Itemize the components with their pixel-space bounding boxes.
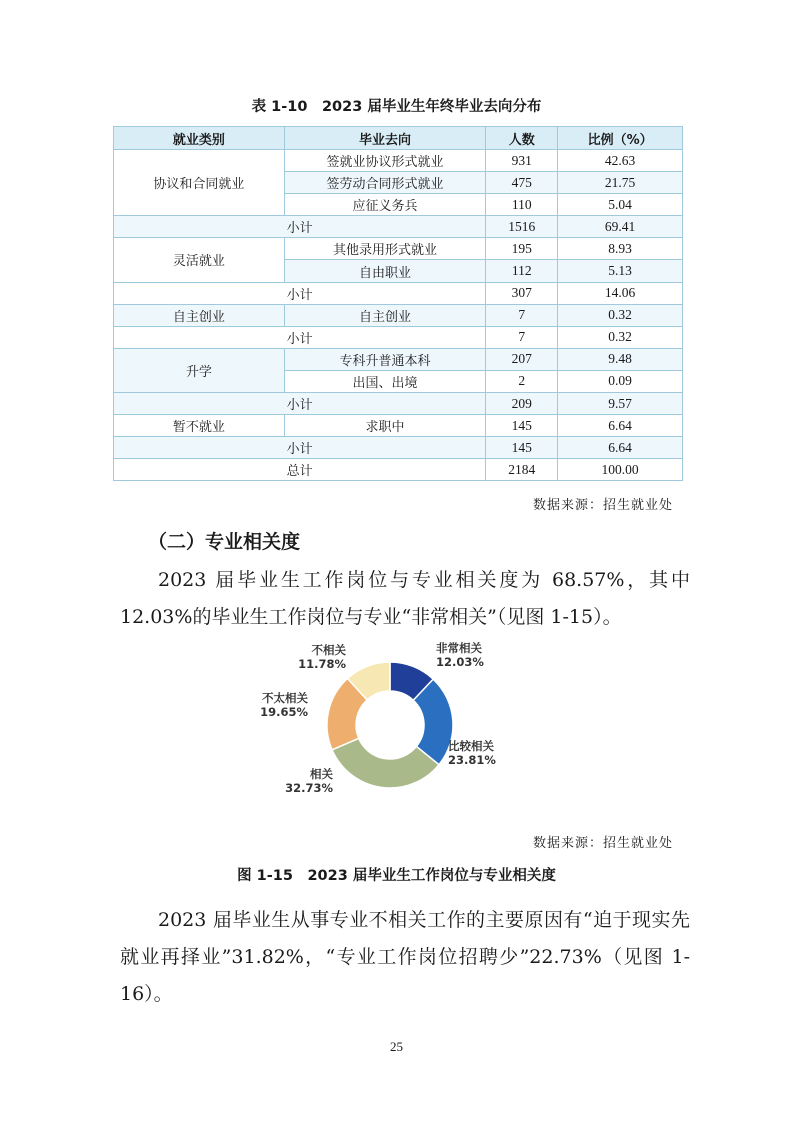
- slice-value-relevant: 32.73%: [285, 781, 333, 795]
- ratio-cell: 5.04: [558, 194, 683, 216]
- ratio-cell: 6.64: [558, 437, 683, 459]
- destination-cell: 签劳动合同形式就业: [284, 172, 486, 194]
- subtotal-label: 小计: [114, 216, 486, 238]
- slice-label-not-relevant: 不相关: [311, 643, 346, 657]
- destination-cell: 应征义务兵: [284, 194, 486, 216]
- destination-cell: 出国、出境: [284, 370, 486, 392]
- paragraph-relevance: 2023 届毕业生工作岗位与专业相关度为 68.57%，其中 12.03%的毕业生工作岗位与专业“非常相关”（见图 1-15）。: [120, 569, 690, 628]
- category-cell: 升学: [114, 348, 285, 392]
- destination-cell: 自主创业: [284, 304, 486, 326]
- ratio-cell: 6.64: [558, 415, 683, 437]
- table-row: [114, 348, 683, 370]
- count-cell: 195: [486, 238, 558, 260]
- header-category: 就业类别: [114, 127, 285, 150]
- count-cell: 931: [486, 150, 558, 172]
- count-cell: 2: [486, 370, 558, 392]
- header-ratio: 比例（%）: [558, 127, 683, 150]
- count-cell: 207: [486, 348, 558, 370]
- slice-value-not-relevant: 11.78%: [298, 657, 346, 671]
- destination-cell: 签就业协议形式就业: [284, 150, 486, 172]
- category-cell: 自主创业: [114, 304, 285, 326]
- count-cell: 1516: [486, 216, 558, 238]
- count-cell: 110: [486, 194, 558, 216]
- figure-caption: 图 1-15 2023 届毕业生工作岗位与专业相关度: [237, 868, 556, 884]
- subtotal-label: 小计: [114, 437, 486, 459]
- subtotal-label: 小计: [114, 393, 486, 415]
- subtotal-row: [114, 393, 683, 415]
- count-cell: 209: [486, 393, 558, 415]
- slice-label-very-relevant: 非常相关: [436, 641, 482, 655]
- category-cell: 协议和合同就业: [114, 150, 285, 216]
- ratio-cell: 0.32: [558, 304, 683, 326]
- subtotal-row: [114, 216, 683, 238]
- destination-cell: 求职中: [284, 415, 486, 437]
- count-cell: 475: [486, 172, 558, 194]
- table-row: [114, 415, 683, 437]
- ratio-cell: 21.75: [558, 172, 683, 194]
- count-cell: 7: [486, 304, 558, 326]
- paragraph-reasons: 2023 届毕业生从事专业不相关工作的主要原因有“迫于现实先就业再择业”31.82%，“专业工作岗位招聘少”22.73%（见图 1-16）。: [120, 909, 690, 1005]
- subtotal-label: 小计: [114, 326, 486, 348]
- ratio-cell: 0.09: [558, 370, 683, 392]
- table-caption: 表 1-10 2023 届毕业生年终毕业去向分布: [251, 99, 542, 115]
- table-row: [114, 304, 683, 326]
- destination-cell: 自由职业: [284, 260, 486, 282]
- count-cell: 145: [486, 415, 558, 437]
- ratio-cell: 100.00: [558, 459, 683, 481]
- employment-destination-table: [113, 126, 683, 481]
- count-cell: 7: [486, 326, 558, 348]
- total-label: 总计: [114, 459, 486, 481]
- category-cell: 暂不就业: [114, 415, 285, 437]
- ratio-cell: 9.48: [558, 348, 683, 370]
- table-header-row: [114, 127, 683, 150]
- ratio-cell: 69.41: [558, 216, 683, 238]
- destination-cell: 其他录用形式就业: [284, 238, 486, 260]
- slice-label-not-very-relevant: 不太相关: [262, 691, 308, 705]
- ratio-cell: 5.13: [558, 260, 683, 282]
- ratio-cell: 42.63: [558, 150, 683, 172]
- slice-label-relevant: 相关: [310, 767, 333, 781]
- destination-cell: 专科升普通本科: [284, 348, 486, 370]
- page-number: 25: [390, 1039, 403, 1054]
- subtotal-row: [114, 437, 683, 459]
- ratio-cell: 9.57: [558, 393, 683, 415]
- category-cell: 灵活就业: [114, 238, 285, 282]
- ratio-cell: 0.32: [558, 326, 683, 348]
- count-cell: 307: [486, 282, 558, 304]
- table-source-note: 数据来源：招生就业处: [532, 498, 673, 513]
- slice-value-very-relevant: 12.03%: [436, 655, 484, 669]
- relevance-donut-chart: [248, 640, 548, 810]
- slice-value-not-very-relevant: 19.65%: [260, 705, 308, 719]
- figure-source-note: 数据来源：招生就业处: [532, 836, 673, 851]
- slice-label-fairly-relevant: 比较相关: [448, 739, 494, 753]
- table-row: [114, 238, 683, 260]
- subtotal-label: 小计: [114, 282, 486, 304]
- subtotal-row: [114, 282, 683, 304]
- ratio-cell: 14.06: [558, 282, 683, 304]
- header-destination: 毕业去向: [284, 127, 486, 150]
- total-row: [114, 459, 683, 481]
- slice-value-fairly-relevant: 23.81%: [448, 753, 496, 767]
- ratio-cell: 8.93: [558, 238, 683, 260]
- count-cell: 2184: [486, 459, 558, 481]
- subtotal-row: [114, 326, 683, 348]
- section-heading: （二）专业相关度: [148, 531, 301, 553]
- count-cell: 112: [486, 260, 558, 282]
- count-cell: 145: [486, 437, 558, 459]
- table-row: [114, 150, 683, 172]
- header-count: 人数: [486, 127, 558, 150]
